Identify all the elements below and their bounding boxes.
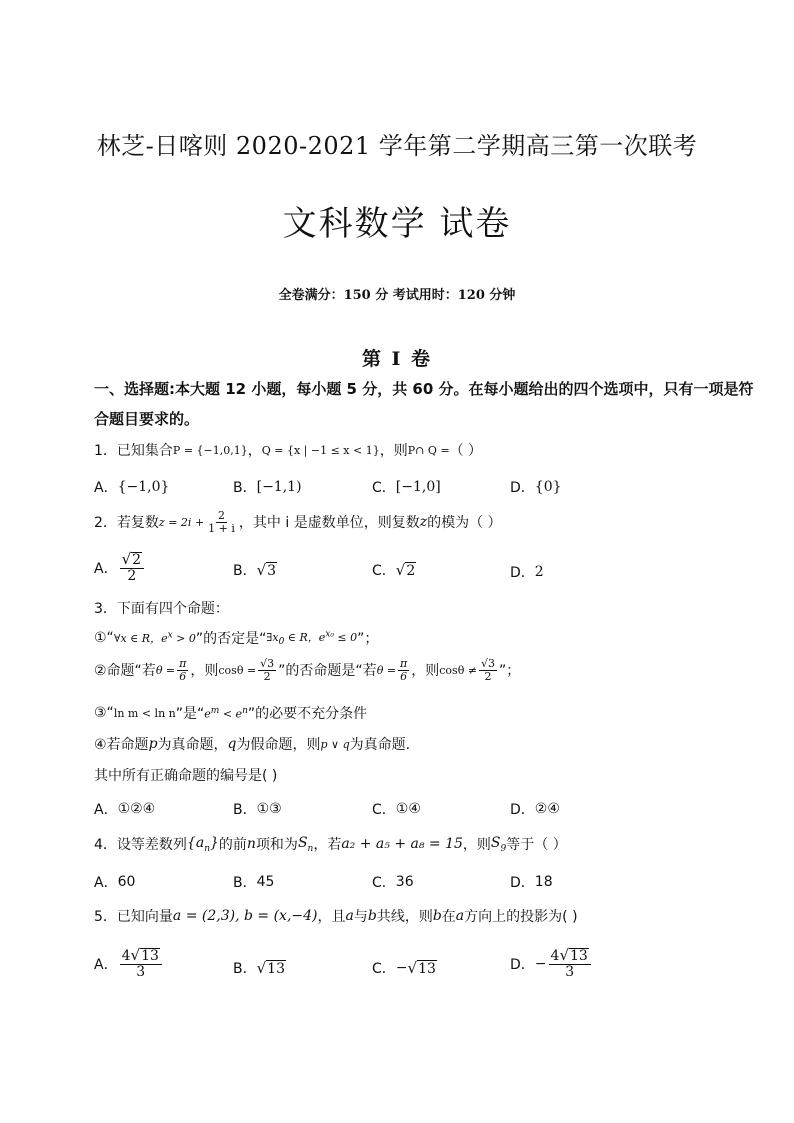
math: a₂ + a₅ + a₈ = 15 bbox=[341, 836, 463, 852]
q5-option-d bbox=[510, 948, 593, 979]
option-label: A． bbox=[94, 480, 118, 496]
text: ，则 bbox=[411, 663, 440, 680]
q3-statement-2 bbox=[94, 658, 520, 682]
q1-set-p: P = {−1,0,1} bbox=[172, 443, 248, 457]
q3-ask: 其中所有正确命题的编号是( ) bbox=[94, 768, 278, 784]
q1-stem-d: （ ） bbox=[449, 443, 483, 459]
option-label: C． bbox=[372, 961, 396, 977]
math bbox=[266, 629, 357, 647]
option-value: [−1,0] bbox=[395, 479, 441, 495]
radicand: 13 bbox=[418, 961, 436, 977]
q4-option-d bbox=[510, 872, 553, 892]
math-part: ∈ R，e bbox=[284, 630, 326, 644]
q5-option-b bbox=[233, 958, 286, 978]
option-label: A． bbox=[94, 956, 118, 973]
q1-stem-b: ， bbox=[247, 443, 262, 459]
q2-option-c bbox=[372, 560, 416, 580]
radicand: 13 bbox=[267, 961, 285, 977]
option-value: 60 bbox=[117, 874, 136, 890]
text: 等于（ ） bbox=[506, 837, 567, 853]
section-heading-line1: 一、选择题:本大题 12 小题，每小题 5 分，共 60 分。在每小题给出的四个选项中，只有一项是符 bbox=[94, 380, 754, 398]
sign: − bbox=[395, 960, 408, 976]
option-label: D． bbox=[510, 565, 535, 581]
q1-set-q: Q = {x | −1 ≤ x < 1} bbox=[261, 443, 380, 457]
q3-statement-1 bbox=[94, 628, 378, 648]
text: 的前 bbox=[218, 837, 247, 853]
math-part: S bbox=[297, 834, 308, 851]
option-fraction bbox=[120, 552, 144, 583]
option-fraction bbox=[549, 948, 591, 979]
option-value: √ 13 bbox=[256, 959, 285, 977]
fraction-denominator: 1 + i bbox=[208, 521, 235, 535]
fraction-denominator: 3 bbox=[565, 963, 575, 980]
text: 与 bbox=[353, 909, 368, 925]
q4-option-c bbox=[372, 872, 414, 892]
text: ”的否命题是“若 bbox=[278, 663, 377, 680]
option-label: B． bbox=[233, 961, 257, 977]
q3-option-b bbox=[233, 799, 282, 819]
text: 共线，则 bbox=[376, 909, 433, 925]
math bbox=[204, 706, 248, 721]
option-value: √ 2 bbox=[395, 561, 416, 579]
math: a = (2,3), b = (x,−4) bbox=[172, 908, 318, 924]
math: θ = bbox=[376, 663, 397, 677]
math bbox=[491, 835, 506, 854]
option-value: {0} bbox=[534, 479, 562, 495]
text: 为真命题. bbox=[349, 737, 411, 753]
radicand: 13 bbox=[141, 948, 159, 965]
option-label: C． bbox=[372, 802, 396, 818]
option-label: D． bbox=[510, 480, 535, 496]
fraction-denominator: 2 bbox=[263, 669, 271, 683]
q1-option-d bbox=[510, 477, 562, 497]
option-value: 2 bbox=[534, 564, 544, 580]
q2-stem-a: 2．若复数 bbox=[94, 515, 159, 532]
math-part: > 0 bbox=[172, 632, 196, 645]
q2-option-b bbox=[233, 560, 277, 580]
q2-var: z bbox=[419, 514, 428, 531]
option-label: B． bbox=[233, 802, 257, 818]
q2-expr: z = 2i + bbox=[158, 515, 205, 529]
radicand: 2 bbox=[406, 563, 416, 579]
text: ”的必要不充分条件 bbox=[247, 706, 368, 722]
math: p bbox=[148, 736, 158, 752]
fraction bbox=[398, 658, 409, 682]
option-value: √ 3 bbox=[256, 561, 277, 579]
math: n bbox=[246, 836, 256, 852]
fraction bbox=[177, 658, 188, 682]
text: ③“ bbox=[94, 705, 114, 721]
q3-option-a bbox=[94, 799, 155, 819]
option-label: B． bbox=[233, 875, 257, 891]
q3-statement-3 bbox=[94, 703, 367, 723]
math-part: ≤ 0 bbox=[333, 630, 358, 644]
text: ”是“ bbox=[175, 706, 205, 722]
q2-fraction bbox=[206, 510, 237, 534]
q1-expr: P∩ Q = bbox=[407, 443, 450, 457]
q2-stem-c: 的模为（ ） bbox=[427, 515, 502, 532]
q1-stem-a: 1．已知集合 bbox=[94, 443, 173, 459]
fraction-numerator: √3 bbox=[481, 657, 496, 670]
option-value: 18 bbox=[534, 874, 553, 890]
text: 为真命题， bbox=[157, 737, 228, 753]
superscript: n bbox=[242, 705, 248, 716]
q3-option-c bbox=[372, 799, 421, 819]
math: ln m < ln n bbox=[113, 706, 176, 720]
fraction-numerator: √ 2 bbox=[120, 552, 144, 569]
q2-option-a bbox=[94, 552, 146, 583]
option-label: D． bbox=[510, 875, 535, 891]
option-label: C． bbox=[372, 480, 396, 496]
q5-option-a bbox=[94, 948, 164, 979]
math: b bbox=[432, 908, 442, 924]
option-label: A． bbox=[94, 560, 118, 577]
option-value: {−1,0} bbox=[117, 479, 170, 495]
sign: − bbox=[534, 955, 547, 972]
math-part: e bbox=[204, 707, 211, 721]
subscript: 0 bbox=[278, 637, 285, 648]
question-3: 3．下面有四个命题： bbox=[94, 601, 229, 617]
text: 方向上的投影为( ) bbox=[464, 909, 578, 925]
question-5 bbox=[94, 906, 578, 926]
superscript: x bbox=[167, 630, 173, 641]
fraction-denominator: 6 bbox=[179, 669, 187, 683]
option-label: D． bbox=[510, 802, 535, 818]
text: 项和为 bbox=[255, 837, 298, 853]
math-part: ∀x ∈ R，e bbox=[113, 632, 168, 645]
option-label: C． bbox=[372, 563, 396, 579]
text: ”的否定是“ bbox=[195, 631, 267, 647]
q1-stem-c: ，则 bbox=[379, 443, 408, 459]
math: cosθ ≠ bbox=[439, 663, 478, 677]
q5-option-c bbox=[372, 958, 437, 978]
math bbox=[298, 835, 313, 854]
option-value: ①②④ bbox=[117, 801, 156, 817]
question-2 bbox=[94, 510, 502, 534]
text: ④若命题 bbox=[94, 737, 149, 753]
math bbox=[187, 835, 219, 854]
fraction-numerator: 4 √ 13 bbox=[549, 948, 591, 965]
radicand: 3 bbox=[267, 563, 277, 579]
text: 5．已知向量 bbox=[94, 909, 173, 925]
q2-stem-b: ，其中 i 是虚数单位，则复数 bbox=[238, 515, 420, 532]
q2-option-d bbox=[510, 562, 544, 582]
option-value: ②④ bbox=[534, 801, 560, 817]
subscript: n bbox=[204, 843, 210, 854]
q3-option-d bbox=[510, 799, 560, 819]
option-value: 45 bbox=[256, 874, 275, 890]
section-heading-line2: 合题目要求的。 bbox=[94, 410, 200, 428]
radicand: 2 bbox=[132, 552, 142, 569]
text: 为假命题，则 bbox=[236, 737, 321, 753]
option-value: ①④ bbox=[395, 801, 421, 817]
q1-option-b bbox=[233, 477, 302, 497]
math: q bbox=[227, 736, 237, 752]
fraction-numerator: 4 √ 13 bbox=[120, 948, 162, 965]
question-4 bbox=[94, 834, 567, 854]
text: ，则 bbox=[462, 837, 491, 853]
math-part: } bbox=[209, 834, 219, 851]
option-label: A． bbox=[94, 875, 118, 891]
math-part: < e bbox=[219, 707, 243, 721]
option-fraction bbox=[120, 948, 162, 979]
fraction-denominator: 2 bbox=[484, 669, 492, 683]
text: 在 bbox=[441, 909, 456, 925]
superscript: x₀ bbox=[325, 629, 334, 640]
option-value: √ 13 bbox=[407, 959, 436, 977]
volume-heading: 第 I 卷 bbox=[361, 348, 433, 370]
coefficient: 4 bbox=[121, 948, 131, 965]
math: b bbox=[367, 908, 377, 924]
question-1 bbox=[94, 440, 482, 460]
math-part: {a bbox=[186, 834, 205, 851]
math: p ∨ q bbox=[320, 737, 350, 751]
math-part: ∃x bbox=[266, 630, 279, 644]
q1-option-a bbox=[94, 477, 169, 497]
math: a bbox=[455, 908, 465, 924]
text: ②命题“若 bbox=[94, 663, 156, 680]
subscript: 9 bbox=[500, 843, 507, 854]
fraction bbox=[258, 658, 276, 682]
math: a bbox=[345, 908, 354, 924]
coefficient: 4 bbox=[550, 948, 560, 965]
math bbox=[114, 630, 196, 646]
fraction-numerator: 2 bbox=[218, 509, 226, 522]
text: 4．设等差数列 bbox=[94, 837, 187, 853]
text: ①“ bbox=[94, 630, 114, 646]
fraction-denominator: 3 bbox=[136, 963, 146, 980]
fraction-denominator: 6 bbox=[400, 669, 408, 683]
fraction-numerator: π bbox=[179, 657, 187, 670]
text: ，则 bbox=[190, 663, 219, 680]
subscript: n bbox=[307, 843, 314, 854]
option-label: A． bbox=[94, 802, 118, 818]
fraction-denominator: 2 bbox=[127, 567, 137, 584]
fraction bbox=[479, 658, 497, 682]
fraction-numerator: √3 bbox=[260, 657, 275, 670]
text: ，且 bbox=[317, 909, 346, 925]
text: ”； bbox=[499, 663, 521, 680]
radicand: 13 bbox=[570, 948, 588, 965]
text: ”； bbox=[357, 631, 379, 647]
q4-option-a bbox=[94, 872, 135, 892]
q3-statement-4 bbox=[94, 734, 410, 754]
math: θ = bbox=[155, 663, 176, 677]
option-label: D． bbox=[510, 956, 535, 973]
q4-option-b bbox=[233, 872, 274, 892]
option-value: ①③ bbox=[256, 801, 282, 817]
text: ，若 bbox=[313, 837, 342, 853]
superscript: m bbox=[210, 705, 220, 716]
exam-title: 林芝-日喀则 2020-2021 学年第二学期高三第一次联考 bbox=[96, 132, 698, 160]
subject-title: 文科数学 试卷 bbox=[282, 204, 512, 244]
option-value: 36 bbox=[395, 874, 414, 890]
option-label: C． bbox=[372, 875, 396, 891]
q1-option-c bbox=[372, 477, 441, 497]
option-label: B． bbox=[233, 563, 257, 579]
math: cosθ = bbox=[218, 663, 257, 677]
option-label: B． bbox=[233, 480, 257, 496]
option-value: [−1,1) bbox=[256, 479, 302, 495]
math-part: S bbox=[490, 834, 501, 851]
fraction-numerator: π bbox=[400, 657, 408, 670]
exam-meta: 全卷满分：150 分 考试用时：120 分钟 bbox=[278, 288, 516, 303]
